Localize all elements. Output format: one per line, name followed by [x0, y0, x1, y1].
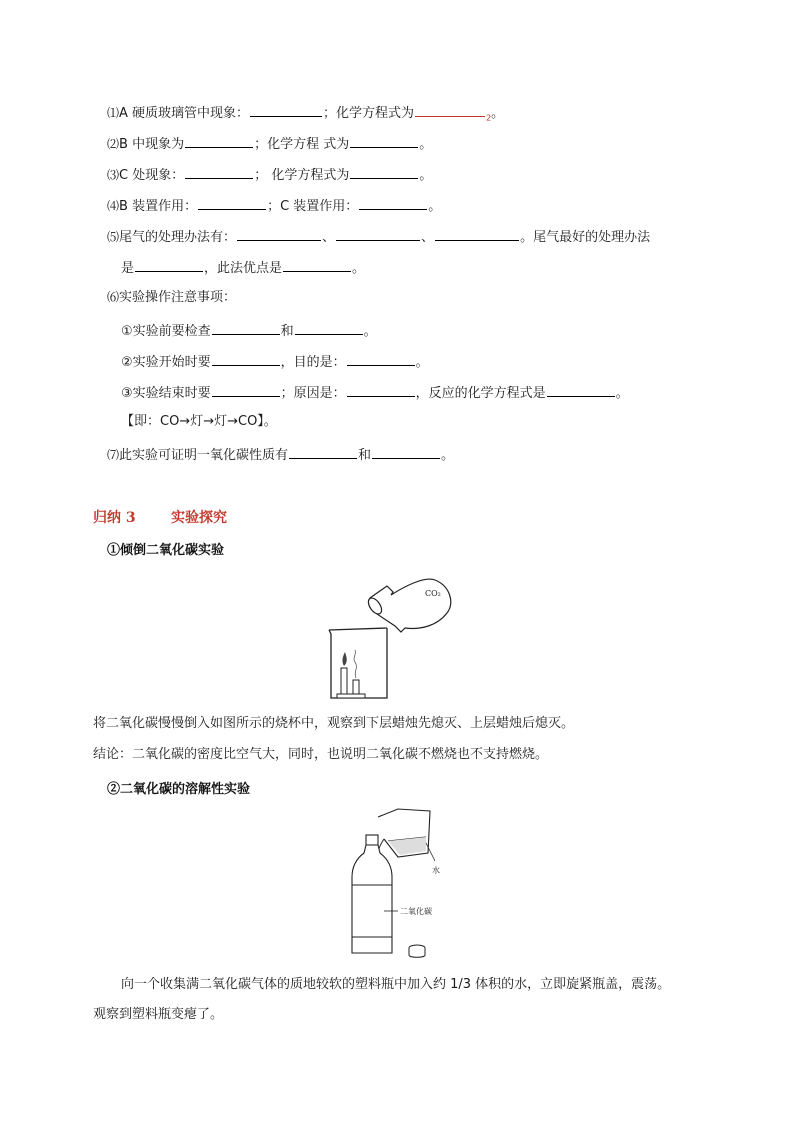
- answer-blank[interactable]: [135, 257, 203, 272]
- experiment-1-conclusion: 结论：二氧化碳的密度比空气大，同时，也说明二氧化碳不燃烧也不支持燃烧。: [93, 747, 549, 762]
- answer-blank[interactable]: [295, 320, 363, 335]
- water-label: 水: [432, 866, 440, 875]
- question-number: ⑷: [107, 199, 120, 213]
- answer-blank[interactable]: [198, 195, 266, 210]
- pour-co2-figure: [325, 568, 465, 708]
- answer-blank[interactable]: [289, 444, 357, 459]
- answer-blank[interactable]: [347, 351, 415, 366]
- question-2: ⑵B 中现象为 ；化学方程 式为 。: [107, 133, 432, 154]
- question-number: ⑴: [107, 106, 120, 120]
- question-number: ⑹: [107, 290, 120, 304]
- answer-blank[interactable]: [237, 226, 321, 241]
- answer-blank[interactable]: [347, 382, 415, 397]
- experiment-2-result: 观察到塑料瓶变瘪了。: [93, 1007, 224, 1022]
- answer-blank[interactable]: [336, 226, 420, 241]
- question-6b: ②实验开始时要 ，目的是： 。: [121, 351, 429, 372]
- bottle-cap-icon: [409, 945, 425, 957]
- question-5: ⑸尾气的处理办法有： 、 、 。尾气最好的处理办法: [107, 226, 650, 247]
- answer-blank[interactable]: [212, 382, 280, 397]
- answer-blank[interactable]: [350, 164, 418, 179]
- flame-icon: [342, 652, 346, 666]
- question-3: ⑶C 处现象： ； 化学方程式为 。: [107, 164, 432, 185]
- answer-blank[interactable]: [185, 133, 253, 148]
- answer-blank[interactable]: [415, 102, 485, 117]
- candle-icon: [337, 668, 365, 698]
- section-label: 归纳 3: [93, 510, 136, 526]
- experiment-2-title: ②二氧化碳的溶解性实验: [107, 782, 251, 797]
- question-6d: 【即：CO→灯→灯→CO】。: [121, 414, 277, 429]
- answer-blank[interactable]: [212, 320, 280, 335]
- co2-label: CO₂: [425, 589, 441, 598]
- answer-blank[interactable]: [435, 226, 519, 241]
- question-6c: ③实验结束时要 ；原因是： ，反应的化学方程式是 。: [121, 382, 629, 403]
- answer-blank[interactable]: [372, 444, 440, 459]
- gas-bottle-icon: [366, 579, 451, 632]
- question-6a: ①实验前要检查 和 。: [121, 320, 377, 341]
- question-6: ⑹实验操作注意事项：: [107, 290, 237, 305]
- question-number: ⑸: [107, 230, 120, 244]
- question-4: ⑷B 装置作用： ；C 装置作用： 。: [107, 195, 441, 216]
- answer-blank[interactable]: [185, 164, 253, 179]
- experiment-1-title: ①倾倒二氧化碳实验: [107, 543, 225, 558]
- bottle-figure: [340, 803, 470, 961]
- experiment-2-description: 向一个收集满二氧化碳气体的质地较软的塑料瓶中加入约 1/3 体积的水，立即旋紧瓶盖，震荡。: [121, 977, 671, 992]
- footnote-mark: 2: [486, 113, 492, 123]
- answer-blank[interactable]: [547, 382, 615, 397]
- answer-blank[interactable]: [359, 195, 427, 210]
- question-1: ⑴A 硬质玻璃管中现象： ；化学方程式为 $_2$。: [107, 102, 504, 128]
- co2-label: 二氧化碳: [400, 907, 432, 916]
- question-number: ⑵: [107, 137, 120, 151]
- answer-blank[interactable]: [212, 351, 280, 366]
- question-5-continued: 是 ，此法优点是 。: [121, 257, 365, 278]
- smoke-icon: [354, 650, 356, 678]
- plastic-bottle-icon: [352, 835, 392, 953]
- section-title: 实验探究: [171, 510, 227, 526]
- answer-blank[interactable]: [283, 257, 351, 272]
- answer-blank[interactable]: [350, 133, 418, 148]
- question-7: ⑺此实验可证明一氧化碳性质有 和 。: [107, 444, 454, 465]
- answer-blank[interactable]: [250, 102, 322, 117]
- question-number: ⑺: [107, 448, 120, 462]
- question-number: ⑶: [107, 168, 120, 182]
- experiment-1-description: 将二氧化碳慢慢倒入如图所示的烧杯中，观察到下层蜡烛先熄灭、上层蜡烛后熄灭。: [93, 716, 575, 731]
